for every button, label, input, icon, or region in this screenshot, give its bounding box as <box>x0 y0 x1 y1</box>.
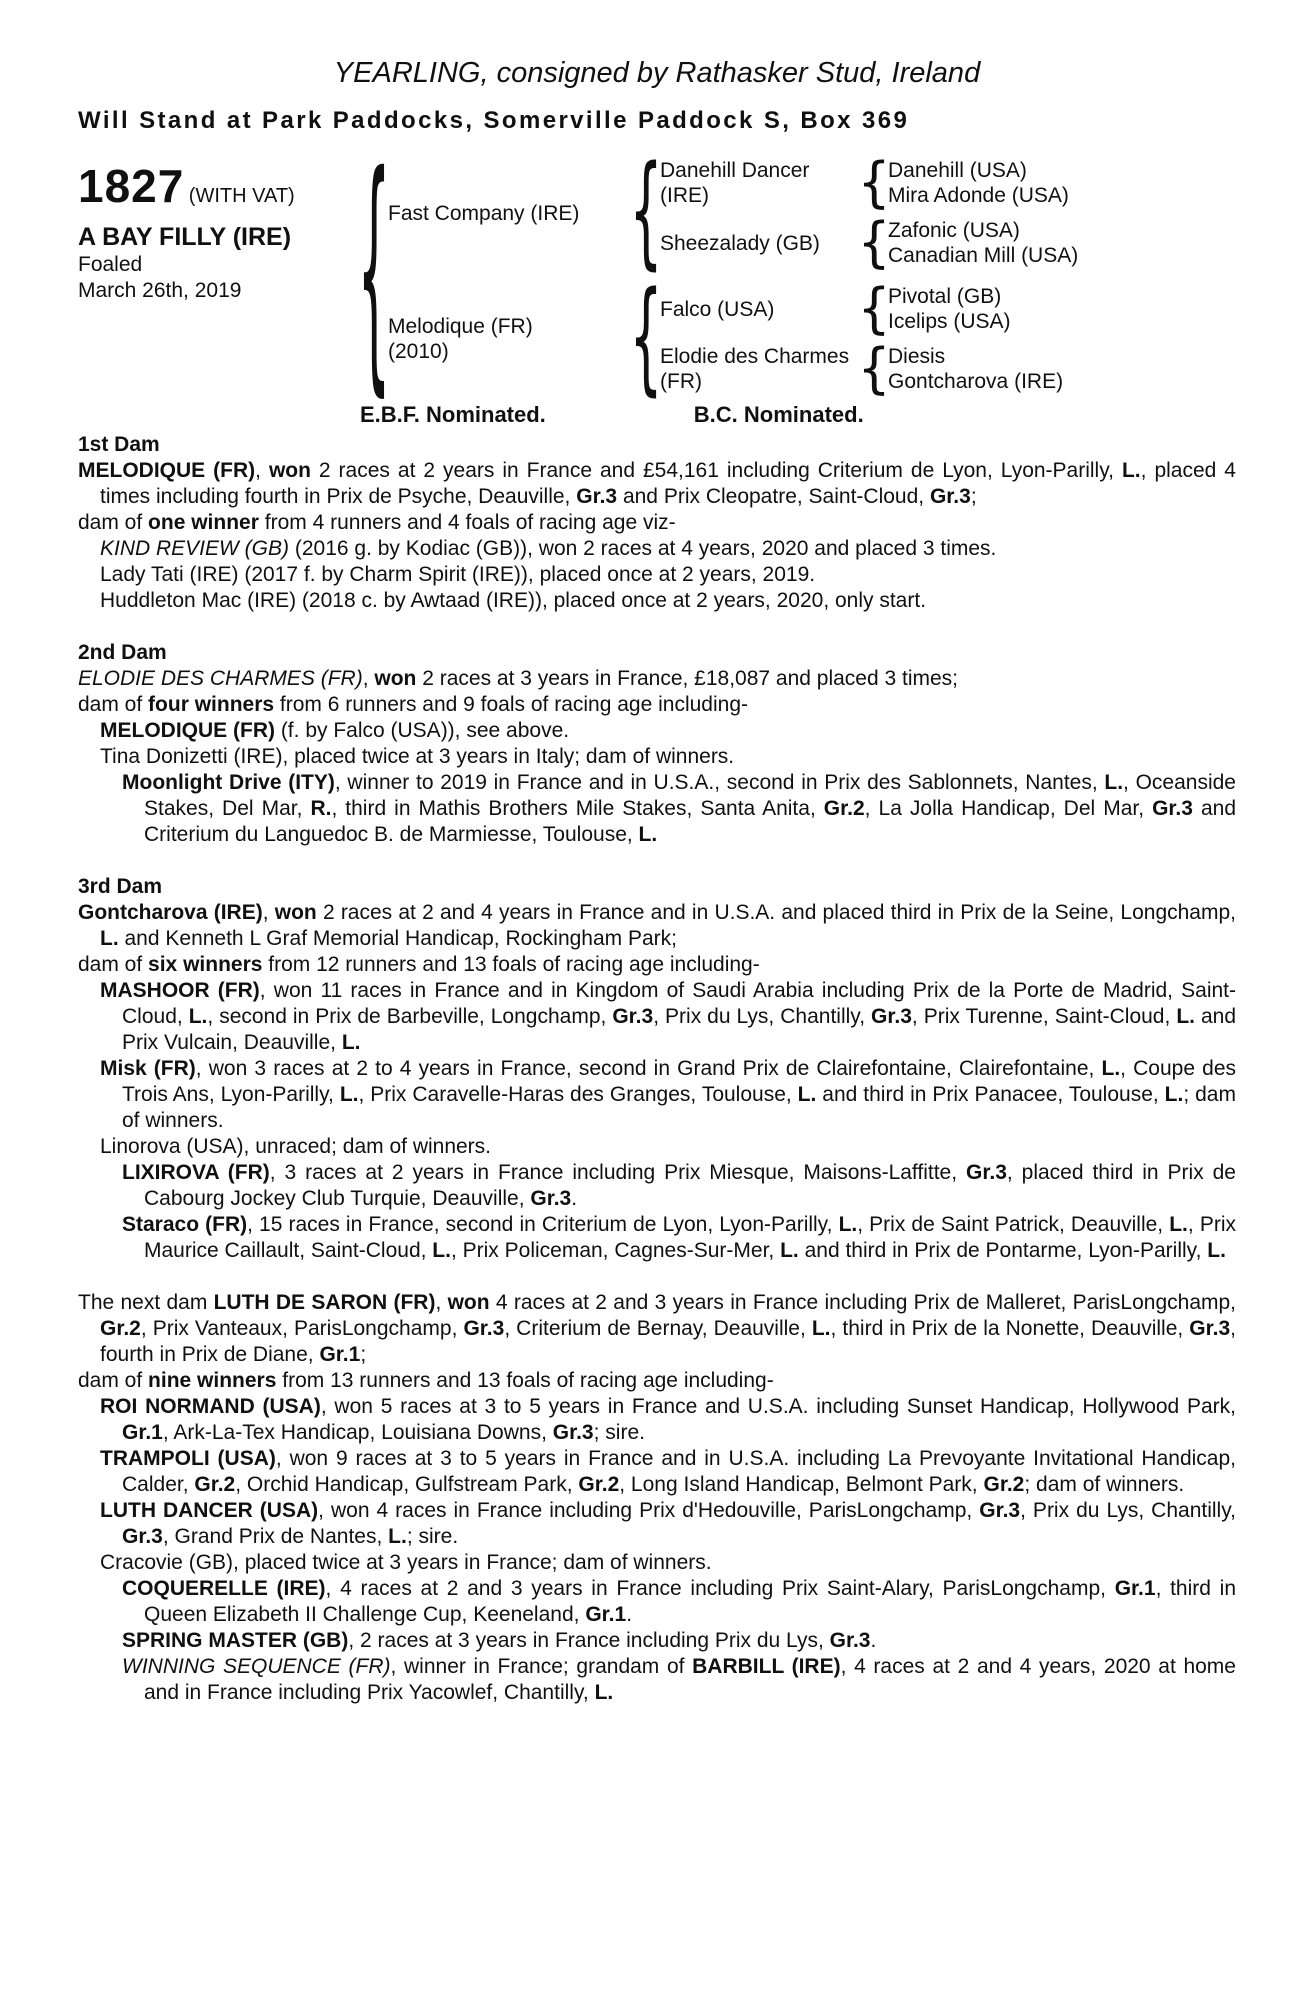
pedigree-brace-icon: { <box>629 141 663 283</box>
dam-section <box>78 640 1236 848</box>
pedigree-brace-icon: { <box>857 276 891 340</box>
pedigree-paragraph: ROI NORMAND (USA), won 5 races at 3 to 5 years in France and U.S.A. including Sunset Handicap, Hollywood Park, Gr.1, Ark-La-Tex Handicap, Louisiana Downs, Gr.3; sire. <box>100 1395 1237 1444</box>
dam-section <box>78 1290 1236 1706</box>
pedigree-paragraph: The next dam LUTH DE SARON (FR), won 4 races at 2 and 3 years in France including Prix de Malleret, ParisLongchamp, Gr.2, Prix Vanteaux, ParisLongchamp, Gr.3, Criterium de Bernay, Deauville, L., third in Prix de la Nonette, Deauville, Gr.3, fourth in Prix de Diane, Gr.1; <box>78 1291 1237 1366</box>
pedigree-paragraph: KIND REVIEW (GB) (2016 g. by Kodiac (GB)), won 2 races at 4 years, 2020 and placed 3 times. <box>100 537 997 560</box>
dam-sire-sire-name: Pivotal (GB) <box>888 285 1002 308</box>
lot-number: 1827 <box>78 160 185 212</box>
sire-name: Fast Company (IRE) <box>388 201 580 225</box>
pedigree-paragraph: Linorova (USA), unraced; dam of winners. <box>100 1135 492 1158</box>
dam-name: Melodique (FR) <box>388 315 533 338</box>
pedigree-brace-icon: { <box>857 210 891 274</box>
consignment-line: YEARLING, consigned by Rathasker Stud, Ireland <box>333 57 981 89</box>
pedigree-paragraph: Misk (FR), won 3 races at 2 to 4 years in France, second in Grand Prix de Clairefontaine, Clairefontaine, L., Coupe des Trois Ans, Lyon-Parilly, L., Prix Caravelle-Haras des Granges, Toulouse, L. and third in Prix Panacee, Toulouse, L.; dam of winners. <box>100 1057 1236 1132</box>
pedigree-paragraph: Huddleton Mac (IRE) (2018 c. by Awtaad (IRE)), placed once at 2 years, 2020, only start. <box>100 589 927 612</box>
pedigree-paragraph: Gontcharova (IRE), won 2 races at 2 and 4 years in France and in U.S.A. and placed third in Prix de la Seine, Longchamp, L. and Kenneth L Graf Memorial Handicap, Rockingham Park; <box>78 901 1236 950</box>
pedigree-paragraph: ELODIE DES CHARMES (FR), won 2 races at 3 years in France, £18,087 and placed 3 times; <box>78 667 959 690</box>
dam-dam-dam-name: Gontcharova (IRE) <box>888 370 1064 393</box>
dam-sire-name: Falco (USA) <box>660 297 775 321</box>
section-heading: 2nd Dam <box>78 641 167 664</box>
sire-dam-sire-name: Zafonic (USA) <box>888 219 1020 242</box>
pedigree-brace-icon: { <box>629 267 663 409</box>
section-heading: 1st Dam <box>78 433 160 456</box>
pedigree-paragraph: dam of four winners from 6 runners and 9 foals of racing age including- <box>78 693 748 716</box>
pedigree-paragraph: Lady Tati (IRE) (2017 f. by Charm Spirit (IRE)), placed once at 2 years, 2019. <box>100 563 816 586</box>
pedigree-paragraph: Moonlight Drive (ITY), winner to 2019 in France and in U.S.A., second in Prix des Sablonnets, Nantes, L., Oceanside Stakes, Del Mar, R., third in Mathis Brothers Mile Stakes, Santa Anita, Gr.2, La Jolla Handicap, Del Mar, Gr.3 and Criterium du Languedoc B. de Marmiesse, Toulouse, L. <box>122 771 1237 846</box>
pedigree-brace-icon: { <box>857 336 891 400</box>
pedigree-paragraph: MELODIQUE (FR) (f. by Falco (USA)), see above. <box>100 719 570 742</box>
dam-branch <box>388 267 1236 409</box>
ebf-nomination: E.B.F. Nominated. <box>360 402 546 427</box>
pedigree-paragraph: LIXIROVA (FR), 3 races at 2 years in France including Prix Miesque, Maisons-Laffitte, Gr.3, placed third in Prix de Cabourg Jockey Club Turquie, Deauville, Gr.3. <box>122 1161 1236 1210</box>
foaled-date: March 26th, 2019 <box>78 279 242 302</box>
pedigree-paragraph: dam of one winner from 4 runners and 4 foals of racing age viz- <box>78 511 676 534</box>
stand-location-line: Will Stand at Park Paddocks, Somerville Paddock S, Box 369 <box>78 107 910 134</box>
dam-dam-branch <box>660 336 1236 400</box>
pedigree-paragraph: Tina Donizetti (IRE), placed twice at 3 years in Italy; dam of winners. <box>100 745 735 768</box>
dam-section <box>78 432 1236 614</box>
sire-sire-sire-name: Danehill (USA) <box>888 159 1027 182</box>
sire-sire-branch <box>660 150 1236 214</box>
dam-dam-sire-name: Diesis <box>888 345 946 368</box>
pedigree-paragraph: MELODIQUE (FR), won 2 races at 2 years in France and £54,161 including Criterium de Lyon, Lyon-Parilly, L., placed 4 times including fourth in Prix de Psyche, Deauville, Gr.3 and Prix Cleopatre, Saint-Cloud, Gr.3; <box>78 459 1236 508</box>
foaled-label: Foaled <box>78 253 143 276</box>
section-heading: 3rd Dam <box>78 875 163 898</box>
lot-block <box>78 158 360 304</box>
dam-sire-dam-name: Icelips (USA) <box>888 310 1011 333</box>
dam-sire-branch <box>660 276 1236 340</box>
sire-sire-dam-name: Mira Adonde (USA) <box>888 184 1069 207</box>
pedigree-details <box>78 432 1236 1706</box>
dam-dam-name: Elodie des Charmes (FR) <box>660 345 850 393</box>
pedigree-paragraph: SPRING MASTER (GB), 2 races at 3 years in France including Prix du Lys, Gr.3. <box>122 1629 877 1652</box>
pedigree-paragraph: TRAMPOLI (USA), won 9 races at 3 to 5 years in France and in U.S.A. including La Prevoyante Invitational Handicap, Calder, Gr.2, Orchid Handicap, Gulfstream Park, Gr.2, Long Island Handicap, Belmont Park, Gr.2; dam of winners. <box>100 1447 1236 1496</box>
sire-branch <box>388 141 1236 283</box>
pedigree-paragraph: Cracovie (GB), placed twice at 3 years in France; dam of winners. <box>100 1551 712 1574</box>
dam-section <box>78 874 1236 1264</box>
sire-dam-dam-name: Canadian Mill (USA) <box>888 244 1079 267</box>
pedigree-paragraph: LUTH DANCER (USA), won 4 races in France including Prix d'Hedouville, ParisLongchamp, Gr.3, Prix du Lys, Chantilly, Gr.3, Grand Prix de Nantes, L.; sire. <box>100 1499 1236 1548</box>
pedigree-brace-icon: { <box>357 126 391 421</box>
pedigree-paragraph: COQUERELLE (IRE), 4 races at 2 and 3 years in France including Prix Saint-Alary, ParisLongchamp, Gr.1, third in Queen Elizabeth II Challenge Cup, Keeneland, Gr.1. <box>122 1577 1236 1626</box>
pedigree-paragraph: WINNING SEQUENCE (FR), winner in France; grandam of BARBILL (IRE), 4 races at 2 and 4 years, 2020 at home and in France including Prix Yacowlef, Chantilly, L. <box>122 1655 1236 1704</box>
bc-nomination: B.C. Nominated. <box>693 402 864 427</box>
vat-note: (WITH VAT) <box>188 185 295 207</box>
lot-description: A BAY FILLY (IRE) <box>78 223 292 251</box>
sire-dam-branch <box>660 210 1236 274</box>
pedigree-paragraph: dam of six winners from 12 runners and 13 foals of racing age including- <box>78 953 760 976</box>
sire-sire-name: Danehill Dancer (IRE) <box>660 159 810 207</box>
pedigree-paragraph: Staraco (FR), 15 races in France, second in Criterium de Lyon, Lyon-Parilly, L., Prix de Saint Patrick, Deauville, L., Prix Maurice Caillault, Saint-Cloud, L., Prix Policeman, Cagnes-Sur-Mer, L. and third in Prix de Pontarme, Lyon-Parilly, L. <box>122 1213 1236 1262</box>
pedigree-brace-icon: { <box>857 150 891 214</box>
pedigree-paragraph: dam of nine winners from 13 runners and 13 foals of racing age including- <box>78 1369 774 1392</box>
dam-year: (2010) <box>388 340 449 363</box>
sire-dam-name: Sheezalady (GB) <box>660 231 820 255</box>
pedigree-paragraph: MASHOOR (FR), won 11 races in France and in Kingdom of Saudi Arabia including Prix de la Porte de Madrid, Saint-Cloud, L., second in Prix de Barbeville, Longchamp, Gr.3, Prix du Lys, Chantilly, Gr.3, Prix Turenne, Saint-Cloud, L. and Prix Vulcain, Deauville, L. <box>100 979 1237 1054</box>
